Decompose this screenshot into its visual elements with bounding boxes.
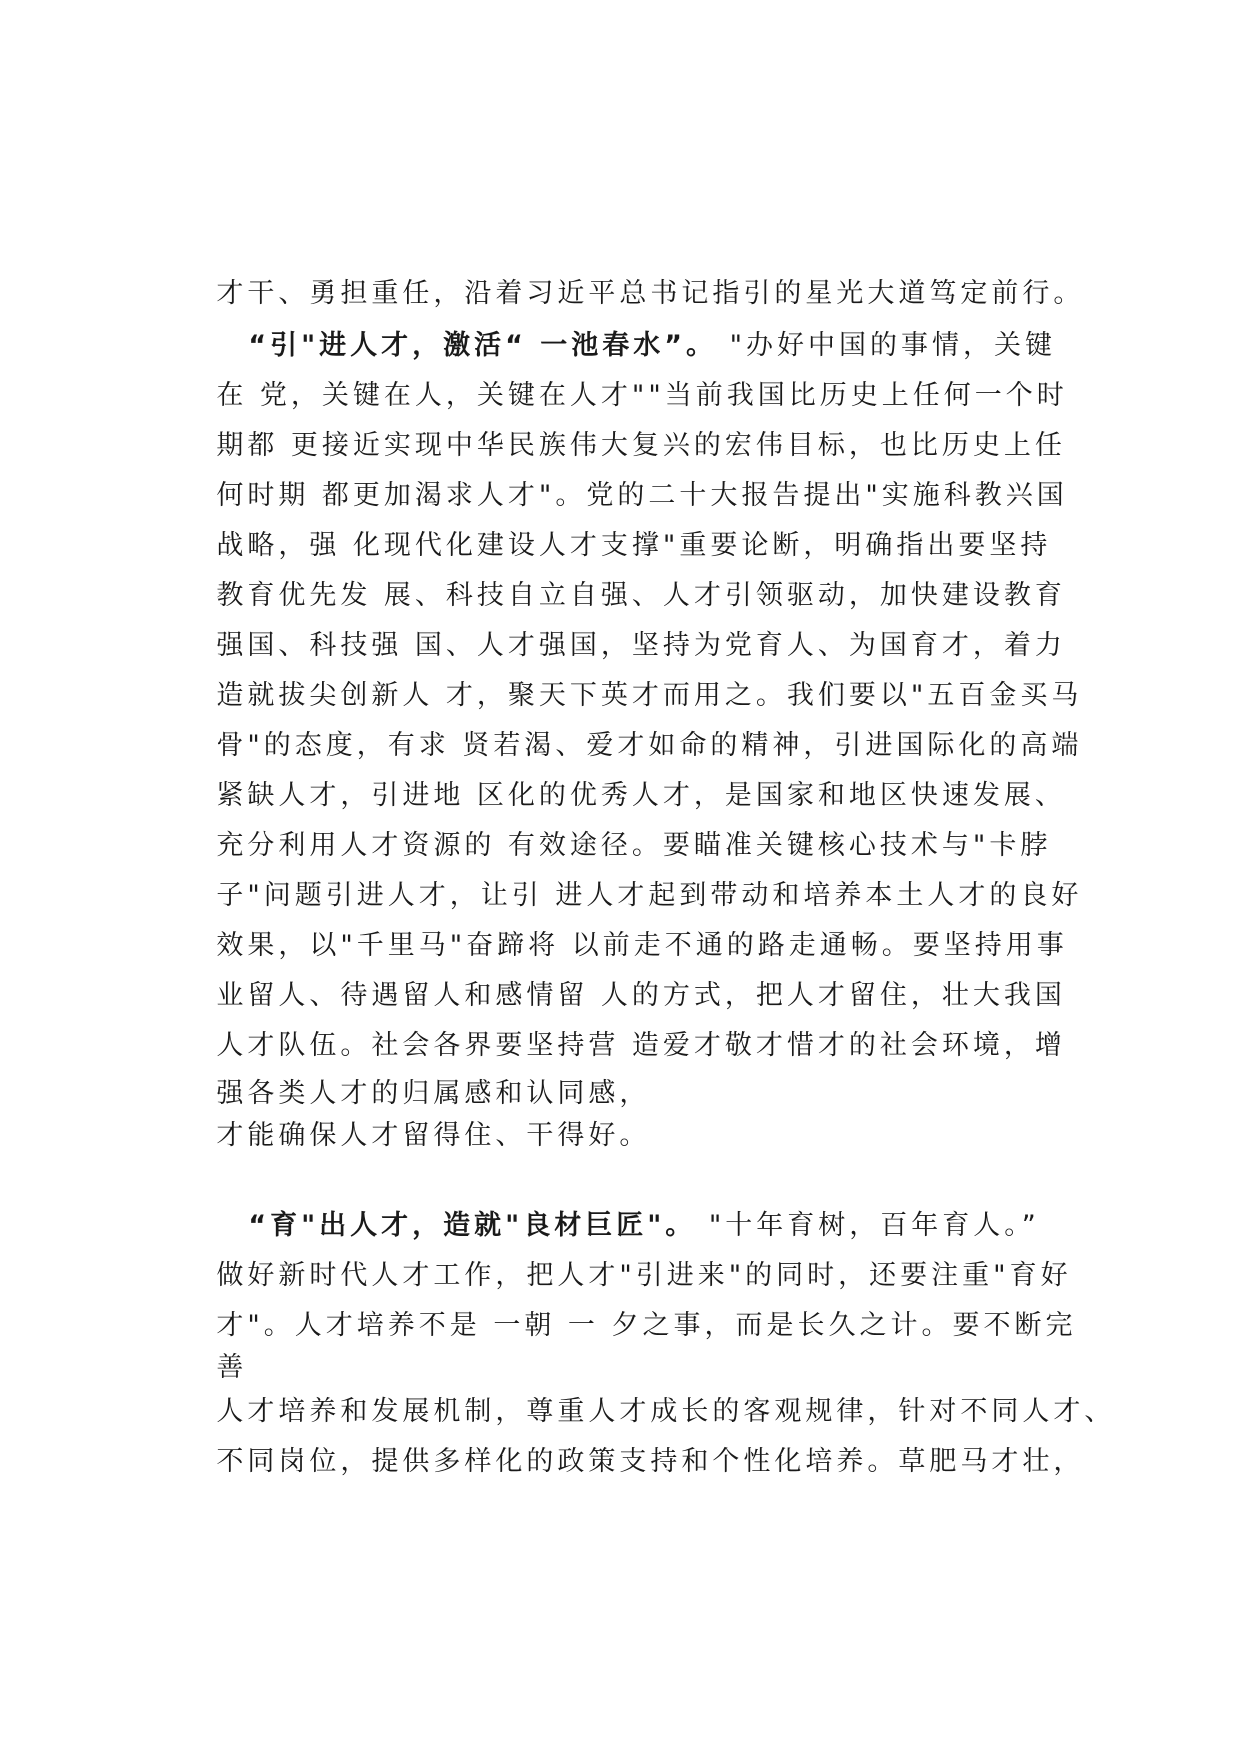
line-text: "十年育树，百年育人。”	[696, 1210, 1040, 1241]
paragraph-heading-2	[198, 1166, 1040, 1241]
text-line-21	[166, 1266, 1077, 1341]
text-line-12	[166, 786, 1052, 861]
line-text: 强国、科技强 国、人才强国，坚持为党育人、为国育才，着力	[216, 630, 1066, 661]
text-line-5	[166, 436, 1068, 511]
line-text: 人才队伍。社会各界要坚持营 造爱才敬才惜才的社会环境，增	[216, 1030, 1066, 1061]
text-line-15	[166, 936, 1066, 1011]
line-text: 才能确保人才留得住、干得好。	[216, 1120, 651, 1151]
line-text: 紧缺人才，引进地 区化的优秀人才，是国家和地区快速发展、	[216, 780, 1066, 811]
text-line-1	[166, 234, 1085, 309]
text-line-24	[166, 1402, 1085, 1477]
line-text: 强各类人才的归属感和认同感，	[216, 1078, 651, 1109]
line-text: 效果，以"千里马"奋蹄将 以前走不通的路走通畅。要坚持用事	[216, 930, 1068, 961]
text-line-6	[166, 486, 1052, 561]
text-line-13	[166, 836, 1083, 911]
line-text: 人才培养和发展机制，尊重人才成长的客观规律，针对不同人才、	[216, 1396, 1116, 1427]
text-line-16	[166, 986, 1066, 1061]
text-line-7	[166, 536, 1066, 611]
text-line-18	[166, 1076, 651, 1151]
line-text: 才干、勇担重任，沿着习近平总书记指引的星光大道笃定前行。	[216, 278, 1085, 309]
text-line-9	[166, 636, 1083, 711]
line-text: 才"。人才培养不是 一朝 一 夕之事，而是长久之计。要不断完	[216, 1310, 1077, 1341]
line-text: 期都 更接近实现中华民族伟大复兴的宏伟目标，也比历史上任	[216, 430, 1066, 461]
line-text: 做好新时代人才工作，把人才"引进来"的同时，还要注重"育好	[216, 1260, 1072, 1291]
text-line-14	[166, 886, 1068, 961]
text-line-20	[166, 1216, 1072, 1291]
line-text: 何时期 都更加渴求人才"。党的二十大报告提出"实施科教兴国	[216, 480, 1068, 511]
line-text: 充分利用人才资源的 有效途径。要瞄准关键核心技术与"卡脖	[216, 830, 1052, 861]
line-text: 业留人、待遇留人和感情留 人的方式，把人才留住，壮大我国	[216, 980, 1066, 1011]
line-text: 在 党，关键在人，关键在人才""当前我国比历史上任何一个时	[216, 380, 1068, 411]
line-text: 战略，强 化现代化建设人才支撑"重要论断，明确指出要坚持	[216, 530, 1052, 561]
text-line-17	[166, 1034, 651, 1109]
line-text: 子"问题引进人才，让引 进人才起到带动和培养本土人才的良好	[216, 880, 1083, 911]
line-text: "办好中国的事情，关键	[717, 330, 1057, 361]
line-text: 骨"的态度，有求 贤若渴、爱才如命的精神，引进国际化的高端	[216, 730, 1083, 761]
paragraph-heading-1	[198, 286, 1057, 361]
section-lead: “引"进人才，激活“ 一池春水”。	[248, 330, 718, 361]
text-line-3	[166, 336, 1068, 411]
line-text: 教育优先发 展、科技自立自强、人才引领驱动，加快建设教育	[216, 580, 1066, 611]
section-lead: “育"出人才，造就"良材巨匠"。	[248, 1210, 697, 1241]
line-text: 不同岗位，提供多样化的政策支持和个性化培养。草肥马才壮，	[216, 1446, 1085, 1477]
text-line-23	[166, 1352, 1116, 1427]
text-line-22	[166, 1308, 248, 1383]
text-line-8	[166, 586, 1066, 661]
text-line-10	[166, 686, 1083, 761]
line-text: 造就拔尖创新人 才，聚天下英才而用之。我们要以"五百金买马	[216, 680, 1083, 711]
text-line-4	[166, 386, 1066, 461]
text-line-11	[166, 736, 1066, 811]
line-text: 善	[216, 1352, 248, 1383]
